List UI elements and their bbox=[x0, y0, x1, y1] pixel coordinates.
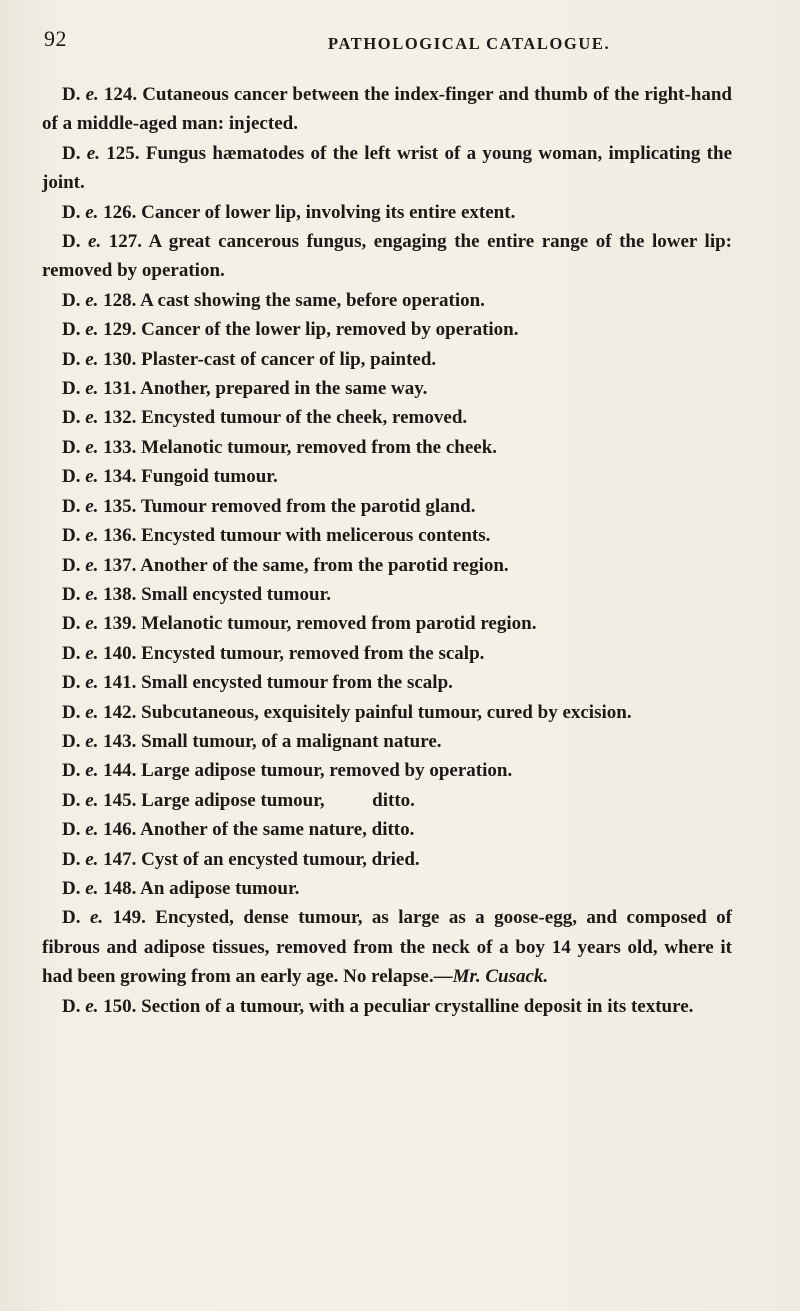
entry-ref-letter: D. bbox=[62, 701, 81, 723]
entry-ref-sub: e. bbox=[85, 583, 99, 605]
entry-ref-sub: e. bbox=[85, 436, 99, 458]
catalogue-entry bbox=[42, 668, 732, 697]
entry-ref-sub: e. bbox=[85, 466, 99, 488]
entry-number: 138. bbox=[103, 583, 137, 605]
catalogue-entry bbox=[42, 903, 737, 991]
catalogue-entry bbox=[42, 227, 737, 286]
entry-number: 128. bbox=[103, 289, 137, 311]
entry-ref-sub: e. bbox=[85, 995, 99, 1017]
entry-number: 142. bbox=[103, 701, 137, 723]
entry-ref-letter: D. bbox=[62, 583, 81, 605]
catalogue-entry bbox=[42, 727, 732, 756]
entry-description: Another of the same nature, ditto. bbox=[140, 819, 415, 841]
entry-description: A cast showing the same, before operation. bbox=[140, 289, 485, 311]
catalogue-entry bbox=[42, 403, 732, 432]
entry-ref-letter: D. bbox=[62, 789, 81, 811]
catalogue-entry bbox=[42, 462, 732, 491]
entry-ref-letter: D. bbox=[62, 84, 81, 105]
entry-description: Fungus hæmatodes of the left wrist of a young woman, implicating the joint. bbox=[42, 142, 737, 194]
entry-number: 133. bbox=[103, 436, 137, 458]
entry-ref-letter: D. bbox=[62, 319, 81, 341]
entry-number: 124. bbox=[103, 84, 138, 105]
entry-ref-letter: D. bbox=[62, 348, 81, 370]
entry-number: 135. bbox=[103, 495, 137, 517]
catalogue-entry bbox=[42, 521, 732, 550]
entry-ref-sub: e. bbox=[85, 613, 99, 635]
entry-number: 136. bbox=[103, 525, 137, 547]
entry-number: 148. bbox=[103, 877, 137, 899]
entry-ref-sub: e. bbox=[85, 848, 99, 870]
entry-number: 141. bbox=[103, 672, 137, 694]
catalogue-entry bbox=[42, 698, 732, 727]
entry-ref-letter: D. bbox=[62, 995, 81, 1017]
entry-ref-sub: e. bbox=[85, 495, 99, 517]
entry-description: Cancer of the lower lip, removed by operation. bbox=[141, 319, 519, 341]
entry-number: 126. bbox=[103, 201, 137, 223]
entry-ref-sub: e. bbox=[85, 201, 99, 223]
catalogue-entry bbox=[42, 433, 732, 462]
entry-description: Small tumour, of a malignant nature. bbox=[141, 730, 442, 752]
entry-ref-letter: D. bbox=[62, 466, 81, 488]
entry-description: Plaster-cast of cancer of lip, painted. bbox=[141, 348, 437, 370]
entry-description: Another of the same, from the parotid region. bbox=[140, 554, 509, 576]
entry-ref-letter: D. bbox=[62, 848, 81, 870]
catalogue-entry bbox=[42, 374, 732, 403]
entry-ref-letter: D. bbox=[62, 907, 81, 929]
entry-description: Encysted tumour of the cheek, removed. bbox=[141, 407, 468, 429]
entry-ref-letter: D. bbox=[62, 760, 81, 782]
entry-number: 147. bbox=[103, 848, 137, 870]
catalogue-entry bbox=[42, 992, 732, 1021]
entry-description: Section of a tumour, with a peculiar crystalline deposit in its texture. bbox=[141, 995, 694, 1017]
entry-number: 132. bbox=[103, 407, 137, 429]
entry-description: Fungoid tumour. bbox=[141, 466, 278, 488]
catalogue-entries bbox=[42, 80, 737, 1021]
entry-ref-letter: D. bbox=[62, 642, 81, 664]
entry-description: An adipose tumour. bbox=[140, 877, 300, 899]
entry-number: 125. bbox=[106, 142, 140, 164]
entry-ref-letter: D. bbox=[62, 231, 81, 253]
catalogue-entry bbox=[42, 609, 732, 638]
entry-number: 130. bbox=[103, 348, 137, 370]
catalogue-entry bbox=[42, 315, 732, 344]
entry-ref-letter: D. bbox=[62, 289, 81, 311]
entry-ref-letter: D. bbox=[62, 436, 81, 458]
catalogue-entry bbox=[42, 815, 732, 844]
page-header bbox=[42, 26, 758, 62]
entry-ref-letter: D. bbox=[62, 613, 81, 635]
catalogue-entry bbox=[42, 139, 737, 198]
entry-ref-letter: D. bbox=[62, 672, 81, 694]
entry-description: Cancer of lower lip, involving its entire extent. bbox=[141, 201, 516, 223]
entry-ref-letter: D. bbox=[62, 877, 81, 899]
entry-ref-sub: e. bbox=[85, 789, 99, 811]
entry-description: Subcutaneous, exquisitely painful tumour, cured by excision. bbox=[141, 701, 632, 723]
entry-number: 149. bbox=[112, 907, 146, 929]
entry-ref-sub: e. bbox=[85, 877, 99, 899]
entry-ref-sub: e. bbox=[86, 142, 100, 164]
entry-ref-sub: e. bbox=[85, 672, 99, 694]
catalogue-entry bbox=[42, 80, 737, 139]
catalogue-entry bbox=[42, 756, 732, 785]
entry-description: Encysted, dense tumour, as large as a goose-egg, and composed of fibrous and adipose tissues, removed from the neck of a boy 14 years old, where it had been growing from an early age. No relapse.— bbox=[42, 907, 737, 988]
running-head: PATHOLOGICAL CATALOGUE. bbox=[328, 34, 611, 53]
entry-ref-letter: D. bbox=[62, 730, 81, 752]
entry-description: Encysted tumour, removed from the scalp. bbox=[141, 642, 485, 664]
catalogue-entry bbox=[42, 874, 732, 903]
entry-number: 129. bbox=[103, 319, 137, 341]
entry-description: Another, prepared in the same way. bbox=[140, 378, 428, 400]
entry-ref-letter: D. bbox=[62, 201, 81, 223]
catalogue-entry bbox=[42, 345, 732, 374]
catalogue-entry bbox=[42, 845, 732, 874]
entry-ref-letter: D. bbox=[62, 142, 81, 164]
entry-ref-sub: e. bbox=[85, 319, 99, 341]
catalogue-entry bbox=[42, 551, 732, 580]
catalogue-entry bbox=[42, 286, 732, 315]
entry-ref-sub: e. bbox=[85, 730, 99, 752]
entry-credit: Mr. Cusack. bbox=[452, 966, 549, 988]
entry-description: Cutaneous cancer between the index-finger and thumb of the right-hand of a middle-aged man: injected. bbox=[42, 84, 737, 135]
entry-number: 137. bbox=[103, 554, 137, 576]
entry-ref-sub: e. bbox=[85, 760, 99, 782]
entry-ref-letter: D. bbox=[62, 378, 81, 400]
entry-description: Small encysted tumour. bbox=[141, 583, 332, 605]
entry-description: Large adipose tumour, removed by operation. bbox=[141, 760, 513, 782]
entry-ref-sub: e. bbox=[85, 407, 99, 429]
entry-number: 143. bbox=[103, 730, 137, 752]
entry-number: 145. bbox=[103, 789, 137, 811]
entry-description: Melanotic tumour, removed from parotid region. bbox=[141, 613, 537, 635]
catalogue-entry bbox=[42, 580, 732, 609]
entry-ref-sub: e. bbox=[85, 84, 99, 105]
catalogue-entry bbox=[42, 198, 732, 227]
entry-description: Tumour removed from the parotid gland. bbox=[140, 495, 476, 517]
entry-description: Melanotic tumour, removed from the cheek. bbox=[141, 436, 498, 458]
entry-description: Cyst of an encysted tumour, dried. bbox=[141, 848, 420, 870]
entry-number: 134. bbox=[103, 466, 137, 488]
entry-description: Small encysted tumour from the scalp. bbox=[141, 672, 453, 694]
entry-number: 144. bbox=[103, 760, 137, 782]
entry-number: 146. bbox=[103, 819, 137, 841]
entry-ref-sub: e. bbox=[85, 525, 99, 547]
catalogue-entry bbox=[42, 786, 732, 815]
entry-ref-sub: e. bbox=[85, 819, 99, 841]
entry-number: 127. bbox=[108, 231, 143, 253]
entry-number: 140. bbox=[103, 642, 137, 664]
entry-description: A great cancerous fungus, engaging the entire range of the lower lip: removed by operation. bbox=[42, 231, 737, 282]
catalogue-entry bbox=[42, 492, 732, 521]
entry-ref-sub: e. bbox=[88, 231, 102, 253]
entry-ref-sub: e. bbox=[89, 907, 104, 929]
entry-ref-letter: D. bbox=[62, 407, 81, 429]
entry-number: 150. bbox=[103, 995, 137, 1017]
entry-number: 131. bbox=[103, 378, 137, 400]
entry-ref-letter: D. bbox=[62, 819, 81, 841]
entry-ref-sub: e. bbox=[85, 348, 99, 370]
entry-ref-sub: e. bbox=[85, 701, 99, 723]
page-number: 92 bbox=[44, 26, 67, 51]
entry-ref-sub: e. bbox=[85, 554, 99, 576]
entry-number: 139. bbox=[103, 613, 137, 635]
entry-ref-sub: e. bbox=[85, 378, 99, 400]
entry-ref-letter: D. bbox=[62, 525, 81, 547]
entry-description: Encysted tumour with melicerous contents. bbox=[141, 525, 491, 547]
catalogue-entry bbox=[42, 639, 732, 668]
entry-ref-letter: D. bbox=[62, 495, 81, 517]
entry-ref-sub: e. bbox=[85, 289, 99, 311]
entry-description: Large adipose tumour, ditto. bbox=[141, 789, 415, 811]
entry-ref-letter: D. bbox=[62, 554, 81, 576]
entry-ref-sub: e. bbox=[85, 642, 99, 664]
